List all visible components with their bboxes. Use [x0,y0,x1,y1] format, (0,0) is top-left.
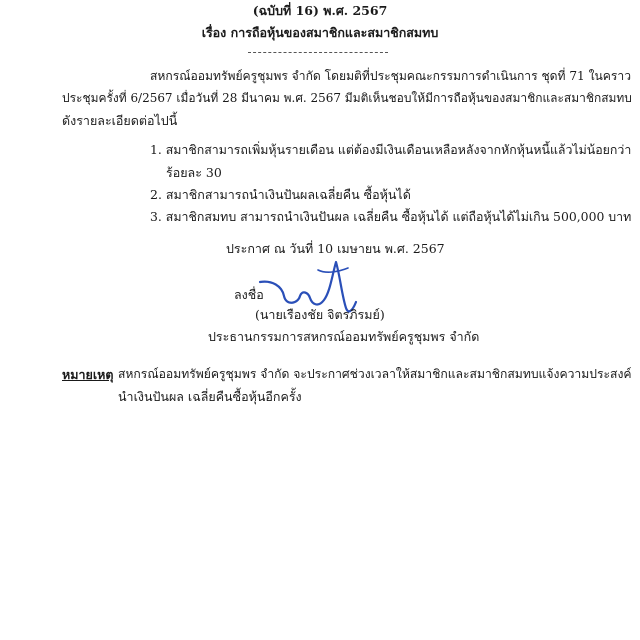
note-label: หมายเหตุ [62,367,114,382]
list-item-1-line-2: ร้อยละ 30 [166,165,222,180]
intro-line-2: ประชุมครั้งที่ 6/2567 เมื่อวันที่ 28 มีนาคม พ.ศ. 2567 มีมติเห็นชอบให้มีการถือหุ้นของสมาชิกและสมาชิกสมทบ [62,91,632,105]
signer-name: (นายเรืองชัย จิตรภิรมย์) [255,307,385,322]
note-line-2: นำเงินปันผล เฉลี่ยคืนซื้อหุ้นอีกครั้ง [118,389,302,404]
list-item-2: 2. สมาชิกสามารถนำเงินปันผลเฉลี่ยคืน ซื้อหุ้นได้ [150,187,411,202]
list-item-1-line-1: 1. สมาชิกสามารถเพิ่มหุ้นรายเดือน แต่ต้องมีเงินเดือนเหลือหลังจากหักหุ้นหนี้แล้วไม่น้อยกว่า [150,143,632,157]
sign-label: ลงชื่อ [234,287,264,302]
announcement-subject: เรื่อง การถือหุ้นของสมาชิกและสมาชิกสมทบ [201,25,439,40]
list-item-3: 3. สมาชิกสมทบ สามารถนำเงินปันผล เฉลี่ยคืน ซื้อหุ้นได้ แต่ถือหุ้นได้ไม่เกิน 500,000 บาท [150,209,632,224]
intro-line-3: ดังรายละเอียดต่อไปนี้ [62,113,178,128]
announcement-date: ประกาศ ณ วันที่ 10 เมษายน พ.ศ. 2567 [226,241,445,256]
title-separator [248,52,388,53]
note-line-1: สหกรณ์ออมทรัพย์ครูชุมพร จำกัด จะประกาศช่วงเวลาให้สมาชิกและสมาชิกสมทบแจ้งความประสงค์ [118,367,632,381]
announcement-edition: (ฉบับที่ 16) พ.ศ. 2567 [252,3,388,18]
signer-position: ประธานกรรมการสหกรณ์ออมทรัพย์ครูชุมพร จำกัด [208,329,480,344]
intro-line-1: สหกรณ์ออมทรัพย์ครูชุมพร จำกัด โดยมติที่ประชุมคณะกรรมการดำเนินการ ชุดที่ 71 ในคราว [150,69,632,83]
